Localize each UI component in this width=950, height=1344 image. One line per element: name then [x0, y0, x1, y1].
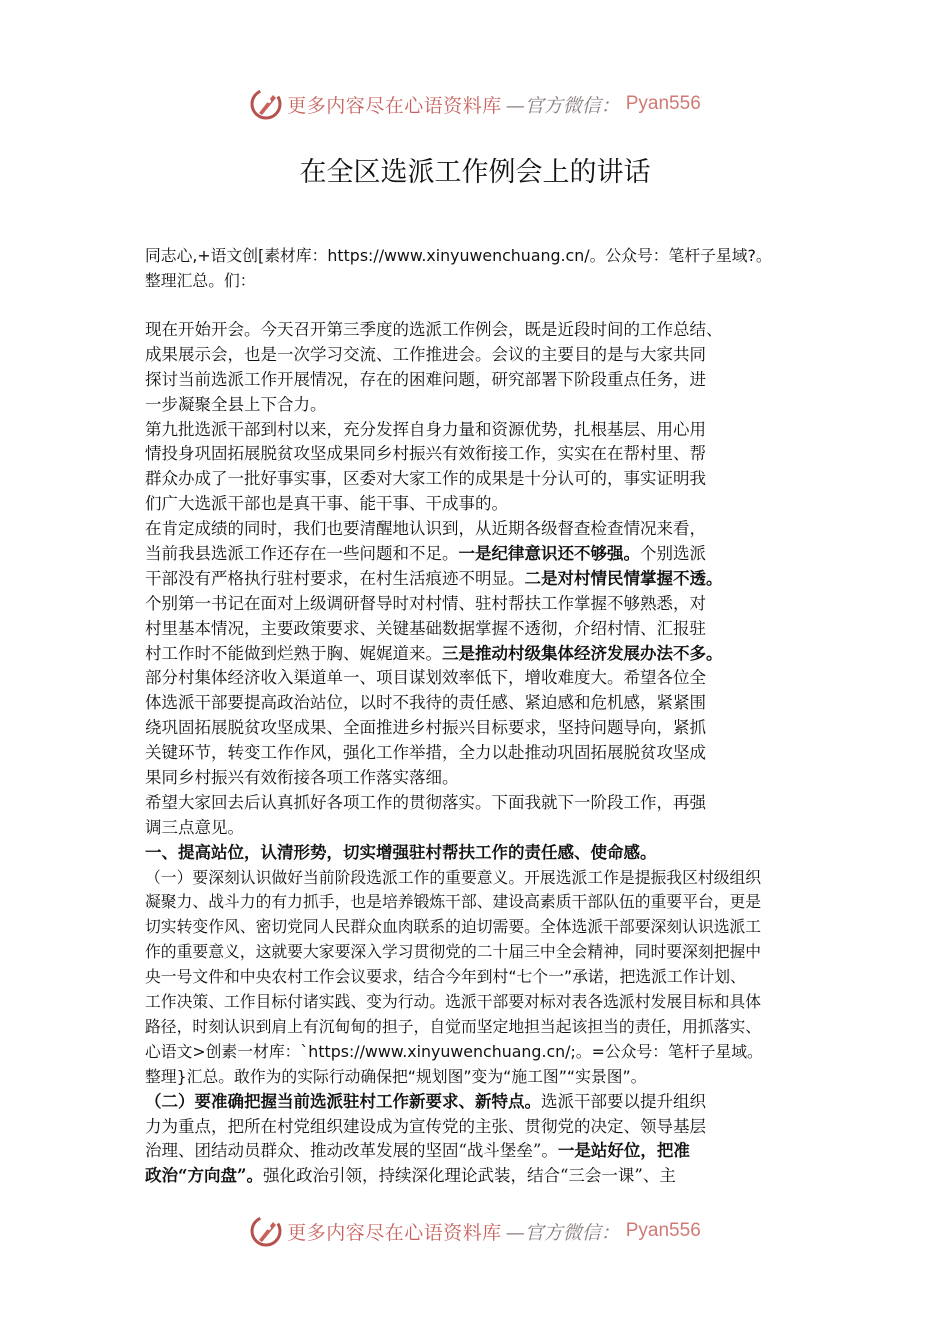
text-line — [145, 393, 825, 418]
text: 第九批选派干部到村以来，充分发挥自身力量和资源优势，扎根基层、用心用 — [145, 419, 706, 439]
text: 村里基本情况，主要政策要求、关键基础数据掌握不透彻，介绍村情、汇报驻 — [145, 618, 706, 638]
text-line — [145, 542, 825, 567]
text: 村工作时不能做到烂熟于胸、娓娓道来。 — [145, 643, 442, 663]
pen-logo-icon — [249, 87, 283, 121]
text-line — [145, 269, 825, 294]
text: 调三点意见。 — [145, 817, 244, 837]
text: 治理、团结动员群众、推动改革发展的坚固“战斗堡垒”。 — [145, 1141, 558, 1161]
text-line — [145, 442, 825, 467]
text-line — [145, 244, 825, 269]
text: 体选派干部要提高政治站位，以时不我待的责任感、紧迫感和危机感，紧紧围 — [145, 693, 706, 713]
text: 现在开始开会。今天召开第三季度的选派工作例会，既是近段时间的工作总结、 — [145, 320, 723, 339]
pen-logo-icon — [249, 1214, 283, 1248]
text-line — [145, 1164, 825, 1189]
bold-text: 政治“方向盘”。 — [145, 1166, 263, 1186]
text-line — [145, 666, 825, 691]
text-line — [145, 940, 825, 965]
text-line — [145, 791, 825, 816]
bold-text: 三是推动村级集体经济发展办法不多。 — [442, 643, 723, 663]
text: 一步凝聚全县上下合力。 — [145, 394, 327, 414]
text: 关键环节，转变工作作风，强化工作举措，全力以赴推动巩固拓展脱贫攻坚成 — [145, 743, 706, 763]
text: 强化政治引领，持续深化理论武装，结合“三会一课”、主 — [262, 1166, 676, 1186]
text: 绕巩固拓展脱贫攻坚成果、全面推进乡村振兴目标要求，坚持问题导向，紧抓 — [145, 718, 706, 738]
watermark-separator: —官方微信： — [505, 94, 620, 117]
text-line — [145, 617, 825, 642]
text-line — [145, 592, 825, 617]
text: 央一号文件和中央农村工作会议要求，结合今年到村“七个一”承诺，把选派工作计划、 — [145, 967, 746, 987]
text-line — [145, 1015, 825, 1040]
text-line — [145, 691, 825, 716]
text-line — [145, 517, 825, 542]
text: 当前我县选派工作还存在一些问题和不足。 — [145, 544, 459, 564]
text-line — [145, 716, 825, 741]
text: 整理}汇总。敢作为的实际行动确保把“规划图”变为“施工图”“实景图”。 — [145, 1066, 647, 1086]
text: 们广大选派干部也是真干事、能干事、干成事的。 — [145, 494, 508, 514]
bold-text: 一是纪律意识还不够强。 — [458, 544, 640, 564]
text: 选派干部要以提升组织 — [541, 1091, 706, 1111]
text-line — [145, 492, 825, 517]
text: 个别选派 — [640, 544, 706, 564]
text: 干部没有严格执行驻村要求，在村生活痕迹不明显。 — [145, 568, 525, 588]
text-line — [145, 1090, 825, 1115]
watermark-text: 更多内容尽在心语资料库 — [287, 1221, 502, 1244]
text-line — [145, 1065, 825, 1090]
text-line — [145, 990, 825, 1015]
text-line — [145, 418, 825, 443]
text-line — [145, 816, 825, 841]
bold-text: 一是站好位，把准 — [557, 1141, 690, 1161]
greeting — [145, 244, 825, 294]
text: 果同乡村振兴有效衔接各项工作落实落细。 — [145, 768, 459, 788]
document-title: 在全区选派工作例会上的讲话 — [299, 157, 651, 188]
bold-text: （二）要准确把握当前选派驻村工作新要求、新特点。 — [145, 1091, 541, 1111]
text: 心语文>创素一材库：`https://www.xinyuwenchuang.cn/;。=公众号：笔杆子星域。 — [145, 1041, 763, 1061]
text-line — [145, 915, 825, 940]
text: 部分村集体经济收入渠道单一、项目谋划效率低下，增收难度大。希望各位全 — [145, 668, 706, 688]
text: 群众办成了一批好事实事，区委对大家工作的成果是十分认可的，事实证明我 — [145, 469, 706, 489]
bold-text: 一、提高站位，认清形势，切实增强驻村帮扶工作的责任感、使命感。 — [145, 842, 657, 862]
text: 同志心,+语文创[素材库：https://www.xinyuwenchuang.cn/。公众号：笔杆子星域?。 — [145, 246, 772, 265]
text-line — [145, 343, 825, 368]
text-line — [145, 1115, 825, 1140]
text-line — [145, 567, 825, 592]
text: 路径，时刻认识到肩上有沉甸甸的担子，自觉而坚定地担当起该担当的责任，用抓落实、 — [145, 1016, 762, 1036]
watermark-text: 更多内容尽在心语资料库 — [287, 94, 502, 117]
watermark-header — [0, 84, 950, 124]
watermark-wechat-id: Pyan556 — [625, 93, 701, 114]
text-line — [145, 890, 825, 915]
text: 整理汇总。们： — [145, 270, 256, 290]
text: 力为重点，把所在村党组织建设成为宣传党的主张、贯彻党的决定、领导基层 — [145, 1116, 706, 1136]
watermark-footer — [0, 1211, 950, 1251]
text: 切实转变作风、密切党同人民群众血肉联系的迫切需要。全体选派干部要深刻认识选派工 — [145, 917, 762, 937]
bold-text: 二是对村情民情掌握不透。 — [524, 568, 723, 588]
document-body — [145, 318, 825, 1189]
watermark-separator: —官方微信： — [505, 1221, 620, 1244]
text-line — [145, 642, 825, 667]
text-line — [145, 841, 825, 866]
text-line — [145, 1139, 825, 1164]
text: 凝聚力、战斗力的有力抓手，也是培养锻炼干部、建设高素质干部队伍的重要平台，更是 — [145, 892, 762, 912]
text-line — [145, 1040, 825, 1065]
text: 在肯定成绩的同时，我们也要清醒地认识到，从近期各级督查检查情况来看， — [145, 519, 706, 539]
text: 探讨当前选派工作开展情况，存在的困难问题，研究部署下阶段重点任务，进 — [145, 369, 706, 389]
text-line — [145, 741, 825, 766]
text-line — [145, 318, 825, 343]
watermark-wechat-id: Pyan556 — [625, 1220, 701, 1241]
text-line — [145, 766, 825, 791]
text: 作的重要意义，这就要大家要深入学习贯彻党的二十届三中全会精神，同时要深刻把握中 — [145, 942, 762, 962]
text: 情投身巩固拓展脱贫攻坚成果同乡村振兴有效衔接工作，实实在在帮村里、帮 — [145, 444, 706, 464]
text: 希望大家回去后认真抓好各项工作的贯彻落实。下面我就下一阶段工作，再强 — [145, 792, 706, 812]
text: 工作决策、工作目标付诸实践、变为行动。选派干部要对标对表各选派村发展目标和具体 — [145, 992, 762, 1012]
text-line — [145, 965, 825, 990]
text-line — [145, 368, 825, 393]
text: 个别第一书记在面对上级调研督导时对村情、驻村帮扶工作掌握不够熟悉，对 — [145, 593, 706, 613]
text-line — [145, 467, 825, 492]
text: 成果展示会，也是一次学习交流、工作推进会。会议的主要目的是与大家共同 — [145, 344, 706, 364]
text-line — [145, 866, 825, 891]
text: （一）要深刻认识做好当前阶段选派工作的重要意义。开展选派工作是提振我区村级组织 — [145, 867, 762, 887]
